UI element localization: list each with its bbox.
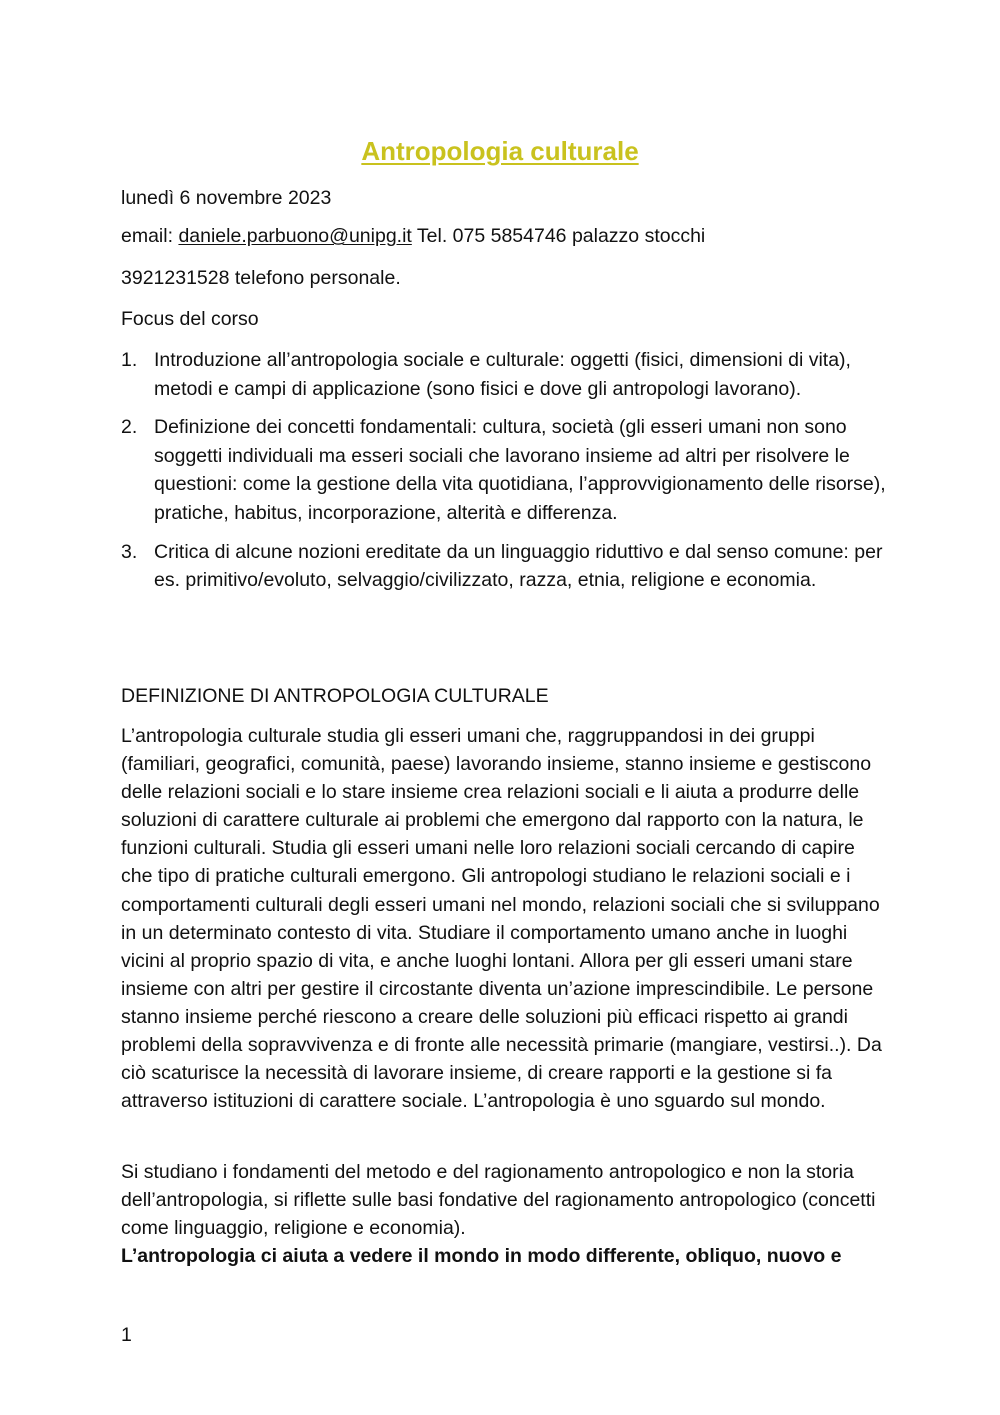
email-label: email: bbox=[121, 225, 179, 247]
focus-heading: Focus del corso bbox=[121, 308, 259, 330]
focus-list bbox=[121, 346, 891, 605]
office-phone: Tel. 075 5854746 palazzo stocchi bbox=[411, 225, 706, 247]
definition-paragraph: L’antropologia culturale studia gli esseri umani che, raggruppandosi in dei gruppi (familiari, geografici, comunità, paese) lavorando insieme, stanno insieme e gestiscono delle relazioni sociali e lo stare insieme crea relazioni sociali e li aiuta a produrre delle soluzioni di carattere culturale ai problemi che emergono dal rapporto con la natura, le funzioni culturali. Studia gli esseri umani nelle loro relazioni sociali cercando di capire che tipo di pratiche culturali emergono. Gli antropologi studiano le relazioni sociali e i comportamenti culturali degli esseri umani nel mondo, relazioni sociali che si sviluppano in un determinato contesto di vita. Studiare il comportamento umano anche in luoghi vicini al proprio spazio di vita, e anche luoghi lontani. Allora per gli esseri umani stare insieme con altri per gestire il circostante diventa un’azione imprescindibile. Le persone stanno insieme perché riescono a creare delle soluzioni più efficaci rispetto ai grandi problemi della sopravvivenza e di fronte alle necessità primarie (mangiare, vestirsi..). Da ciò scaturisce la necessità di lavorare insieme, di creare rapporti e la gestione si fa attraverso istituzioni di carattere sociale. L’antropologia è uno sguardo sul mondo. bbox=[121, 725, 882, 1113]
method-paragraph-bold: L’antropologia ci aiuta a vedere il mondo in modo differente, obliquo, nuovo e bbox=[121, 1245, 842, 1268]
document-title: Antropologia culturale bbox=[361, 136, 639, 166]
list-item-text: Introduzione all’antropologia sociale e culturale: oggetti (fisici, dimensioni di vita), metodi e campi di applicazione (sono fisici e dove gli antropologi lavorano). bbox=[154, 349, 851, 400]
list-item-text: Definizione dei concetti fondamentali: cultura, società (gli esseri umani non sono soggetti individuali ma esseri sociali che lavorano insieme ad altri per risolvere le questioni: come la gestione della vita quotidiana, l’approvvigionamento delle risorse), pratiche, habitus, incorporazione, alterità e differenza. bbox=[154, 416, 886, 524]
list-item-number: 2. bbox=[121, 416, 138, 439]
method-paragraph-text: Si studiano i fondamenti del metodo e del ragionamento antropologico e non la storia dell’antropologia, si riflette sulle basi fondative del ragionamento antropologico (concetti come linguaggio, religione e economia). bbox=[121, 1161, 876, 1240]
contact-email-line bbox=[121, 222, 705, 250]
list-item bbox=[121, 346, 891, 403]
email-link[interactable]: daniele.parbuono@unipg.it bbox=[178, 225, 412, 247]
list-item bbox=[121, 413, 891, 527]
list-item-text: Critica di alcune nozioni ereditate da un linguaggio riduttivo e dal senso comune: per es. primitivo/evoluto, selvaggio/civilizzato, razza, etnia, religione e economia. bbox=[154, 540, 883, 592]
section-heading: DEFINIZIONE DI ANTROPOLOGIA CULTURALE bbox=[121, 685, 549, 707]
list-item-number: 3. bbox=[121, 540, 138, 563]
list-item-number: 1. bbox=[121, 349, 138, 371]
personal-phone: 3921231528 telefono personale. bbox=[121, 267, 401, 289]
lecture-date: lunedì 6 novembre 2023 bbox=[121, 187, 332, 209]
page-number: 1 bbox=[121, 1324, 132, 1346]
list-item bbox=[121, 538, 891, 595]
method-paragraph bbox=[121, 1158, 891, 1270]
